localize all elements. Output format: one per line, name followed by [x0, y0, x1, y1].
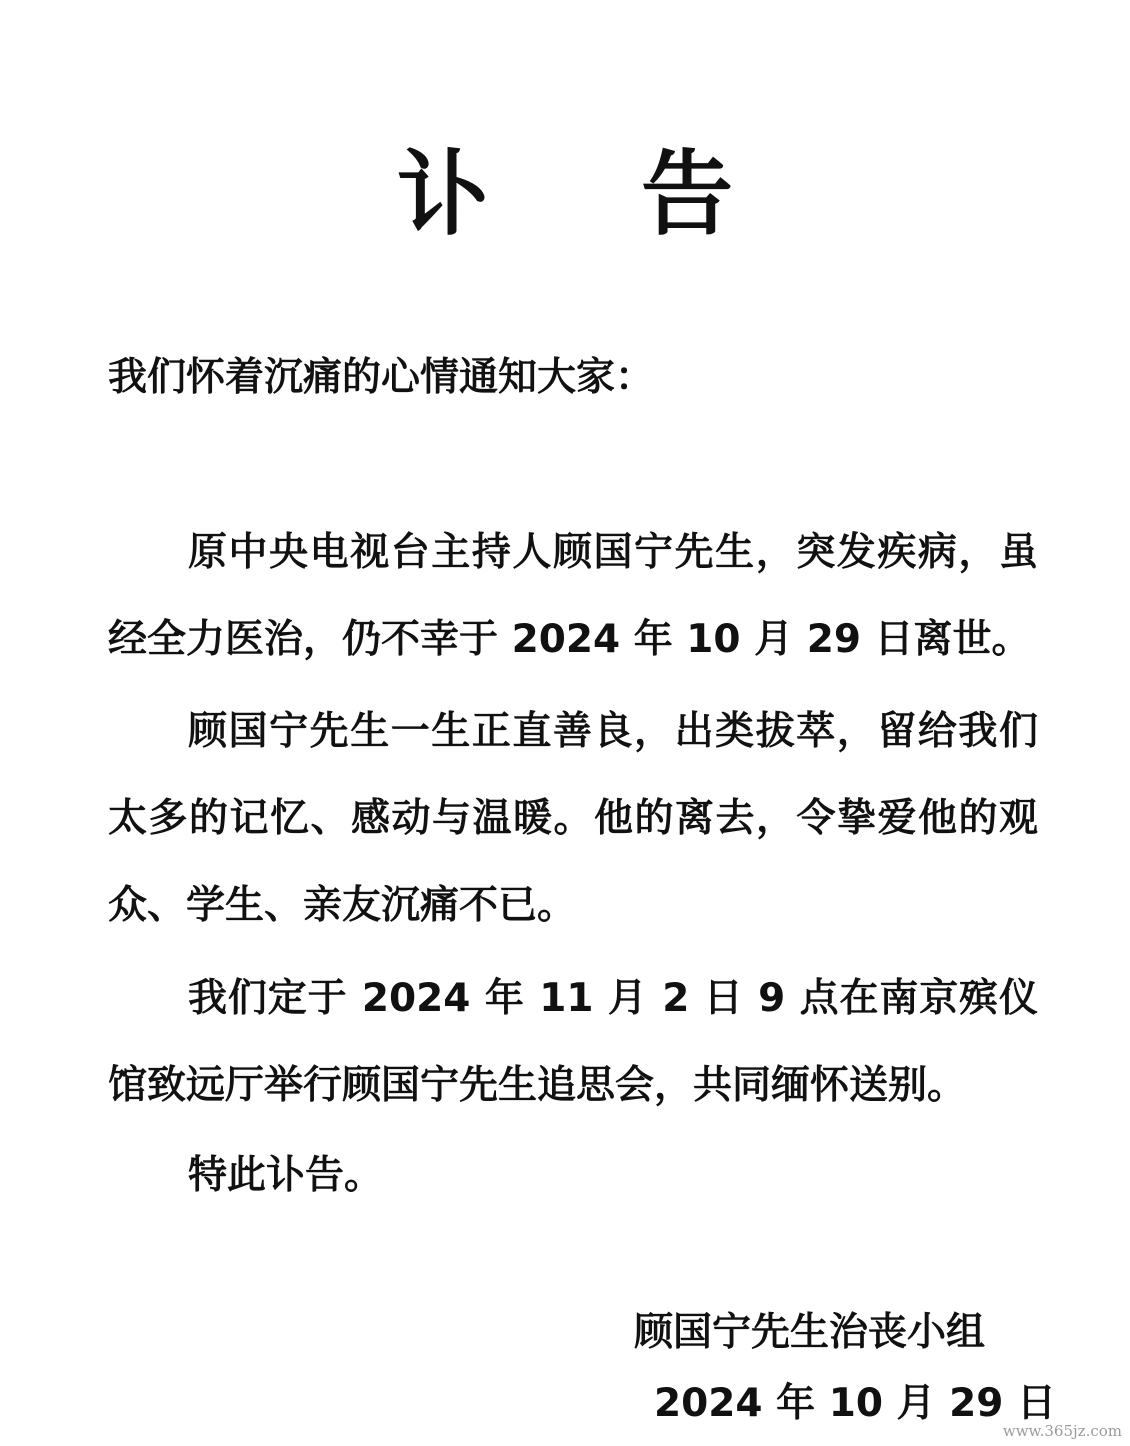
paragraph-closing: 特此讣告。: [188, 1153, 384, 1198]
paragraph-memorial: 我们定于 2024 年 11 月 2 日 9 点在南京殡仪馆致远厅举行顾国宁先生追思会，共同缅怀送别。: [108, 976, 1038, 1108]
signature-group: 顾国宁先生治丧小组: [634, 1310, 986, 1355]
paragraph-tribute: 顾国宁先生一生正直善良，出类拔萃，留给我们太多的记忆、感动与温暖。他的离去，令挚爱他的观众、学生、亲友沉痛不已。: [108, 709, 1038, 928]
page-title: 讣 告: [396, 141, 794, 248]
signature-date: 2024 年 10 月 29 日: [654, 1381, 1056, 1426]
salutation: 我们怀着沉痛的心情通知大家：: [108, 355, 655, 400]
paragraph-announcement: 原中央电视台主持人顾国宁先生，突发疾病，虽经全力医治，仍不幸于 2024 年 10 月 29 日离世。: [108, 530, 1038, 662]
watermark: www.365jz.com: [1002, 1422, 1122, 1440]
